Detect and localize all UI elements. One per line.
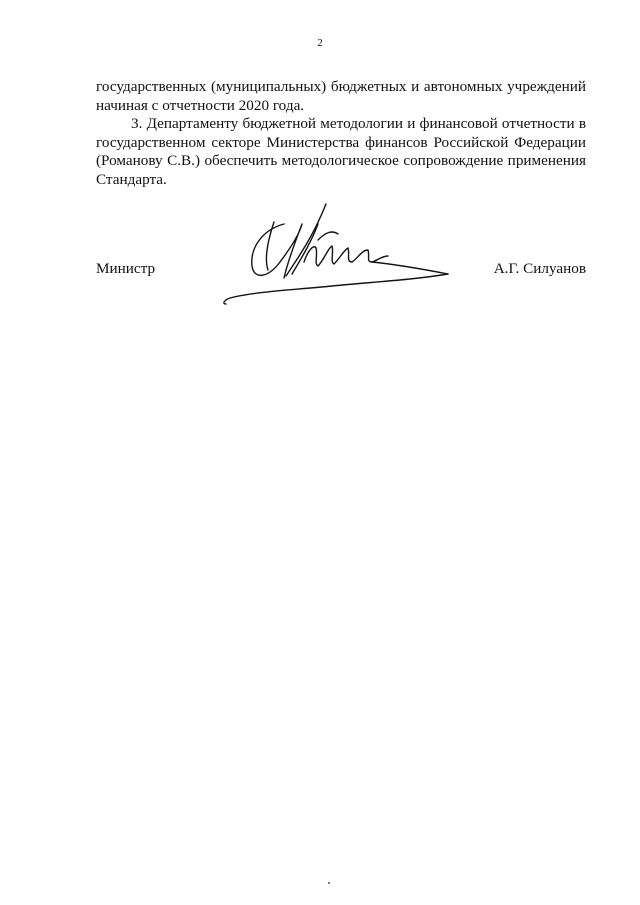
text-line: государственном секторе Министерства финансов Российской Федерации xyxy=(96,133,586,151)
paragraph-continuation xyxy=(96,78,586,115)
scan-artifact xyxy=(328,882,330,884)
signer-name: А.Г. Силуанов xyxy=(493,260,586,277)
signature-block xyxy=(96,200,586,320)
handwritten-signature xyxy=(222,200,462,320)
page-number: 2 xyxy=(317,37,323,49)
text-line: Стандарта. xyxy=(96,170,167,188)
paragraph-item-3 xyxy=(96,115,586,189)
signer-title: Министр xyxy=(96,260,156,277)
text-line: государственных (муниципальных) бюджетных и автономных учреждений xyxy=(96,78,586,95)
text-line: 3. Департаменту бюджетной методологии и финансовой отчетности в xyxy=(131,115,586,133)
text-line: начиная с отчетности 2020 года. xyxy=(96,96,305,114)
document-body xyxy=(96,78,586,190)
text-line: (Романову С.В.) обеспечить методологическое сопровождение применения xyxy=(96,152,586,170)
